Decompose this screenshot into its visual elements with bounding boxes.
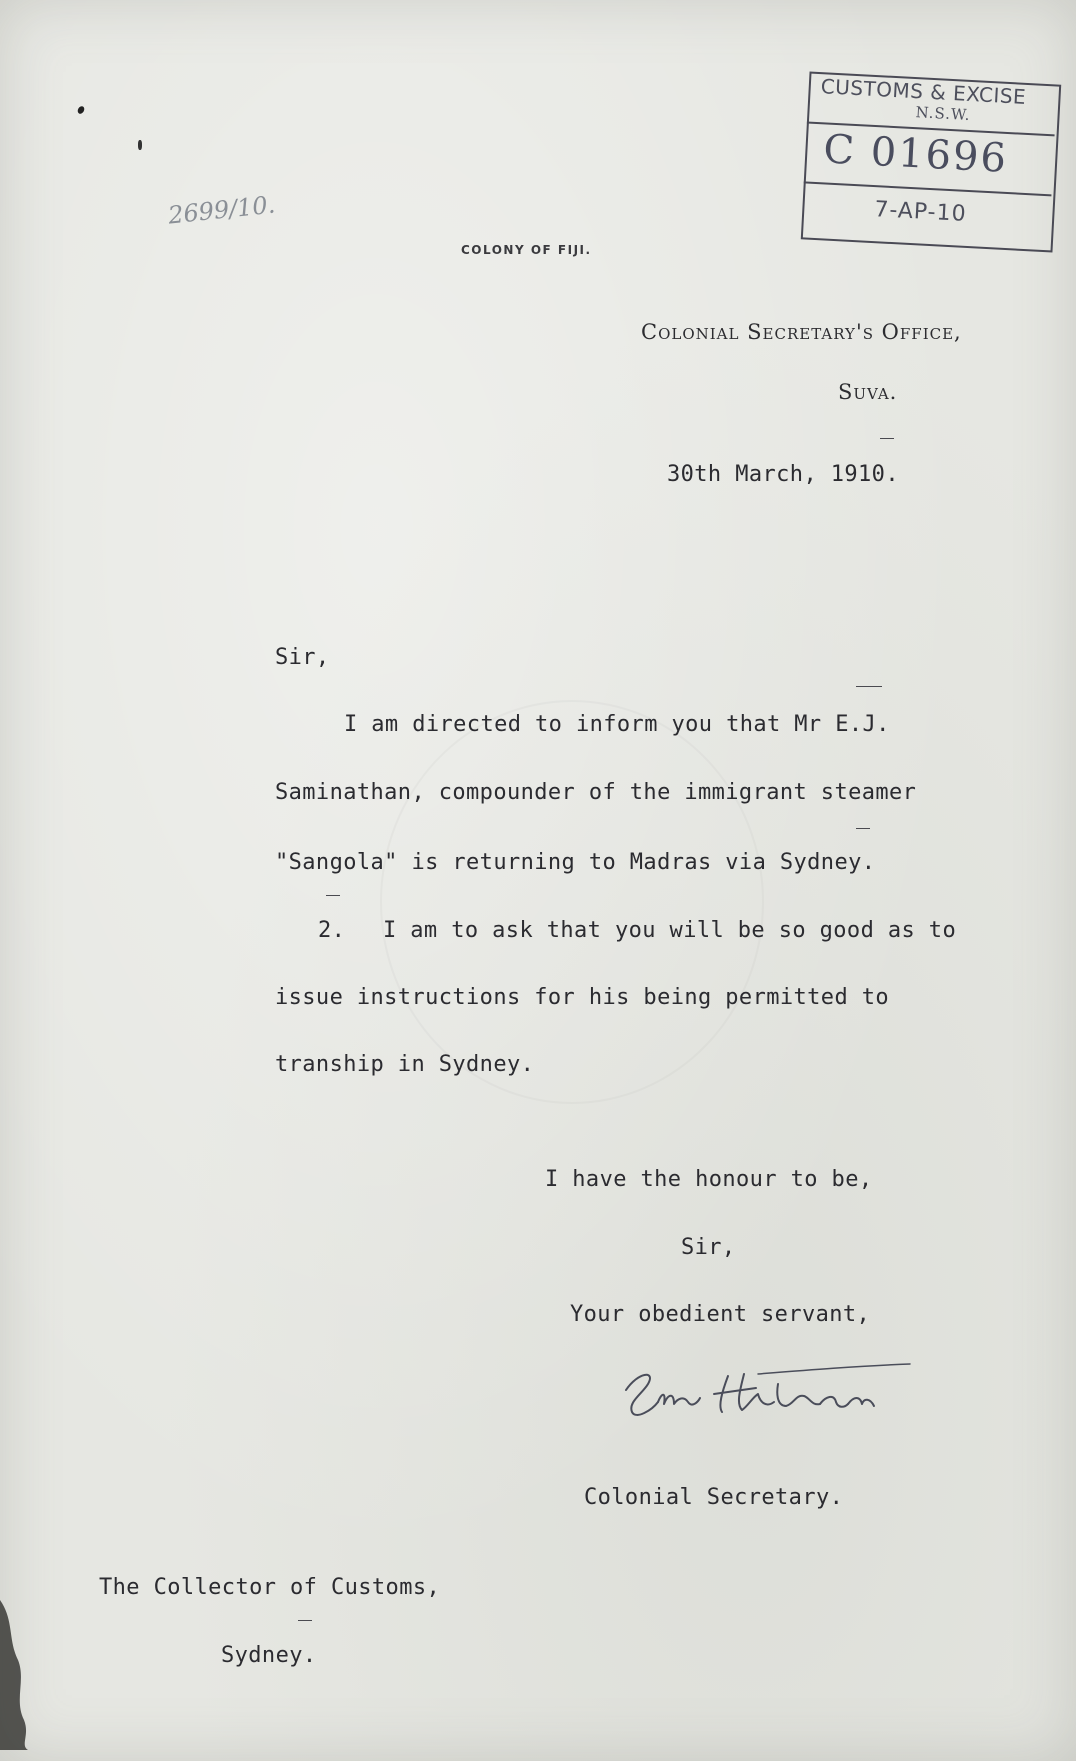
body-line: I am to ask that you will be so good as to [383,918,957,943]
addressee-rule [298,1620,312,1621]
faint-watermark-seal [380,700,764,1104]
body-line: tranship in Sydney. [275,1052,535,1077]
body-line: "Sangola" is returning to Madras via Sydney. [275,850,876,875]
body-line: I am directed to inform you that Mr E.J. [344,712,890,737]
torn-edge [0,1600,60,1750]
ink-speck [76,105,85,115]
addressee-city: Sydney. [221,1643,317,1668]
salutation: Sir, [275,645,330,670]
closing-sir: Sir, [681,1235,736,1260]
stamp-date: 7-AP-10 [873,197,968,227]
paragraph-number: 2. [318,918,346,943]
handwritten-signature [618,1362,918,1422]
body-line: Saminathan, compounder of the immigrant steamer [275,780,917,805]
letter-date: 30th March, 1910. [667,462,899,487]
place-heading: Suva. [838,380,898,404]
date-rule [880,438,894,439]
ink-speck [138,140,142,150]
colony-heading: COLONY OF FIJI. [461,243,592,257]
addressee-line: The Collector of Customs, [99,1575,441,1600]
closing-line: I have the honour to be, [545,1167,873,1192]
body-line: issue instructions for his being permitted to [275,985,890,1010]
signatory-title: Colonial Secretary. [584,1485,844,1510]
customs-stamp [801,72,1061,253]
stamp-number: C 01696 [822,126,1010,182]
stamp-subtitle: N.S.W. [915,103,972,124]
office-heading: Colonial Secretary's Office, [641,320,962,344]
pencil-file-reference: 2699/10. [166,190,277,230]
stamp-title: CUSTOMS & EXCISE [820,74,1027,109]
closing-line: Your obedient servant, [570,1302,871,1327]
margin-mark [856,686,882,687]
margin-mark [326,895,340,896]
margin-mark [856,828,870,829]
